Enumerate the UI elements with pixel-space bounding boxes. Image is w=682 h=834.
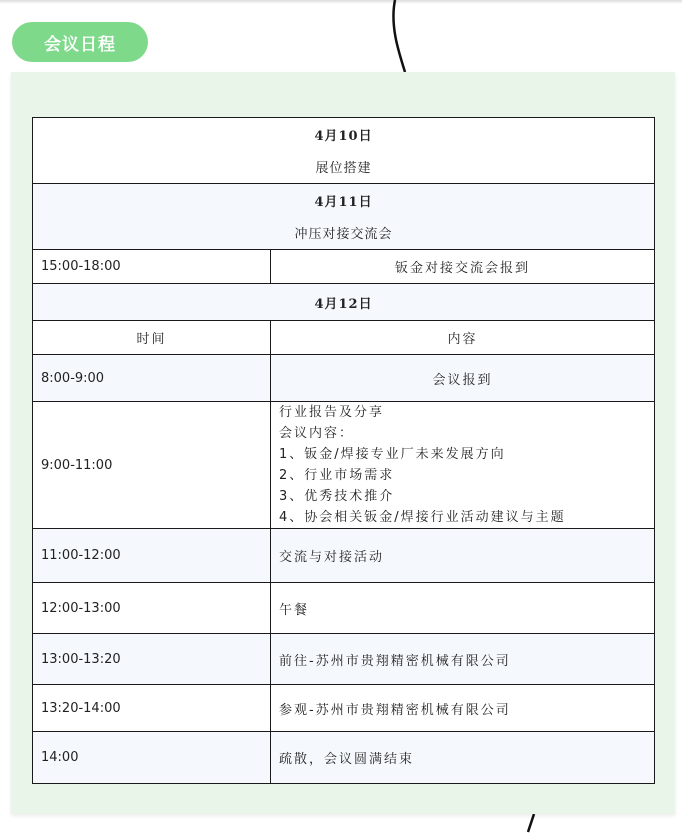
content-line: 2、行业市场需求 bbox=[279, 468, 395, 483]
time-cell: 8:00-9:00 bbox=[33, 355, 271, 402]
table-row bbox=[33, 685, 655, 732]
content-cell: 午餐 bbox=[271, 583, 655, 634]
table-row bbox=[33, 529, 655, 583]
day-header-row bbox=[33, 284, 655, 321]
content-cell: 疏散，会议圆满结束 bbox=[271, 732, 655, 784]
column-header-content: 内容 bbox=[271, 321, 655, 355]
content-cell: 会议报到 bbox=[271, 355, 655, 402]
content-cell: 参观-苏州市贵翔精密机械有限公司 bbox=[271, 685, 655, 732]
time-cell: 9:00-11:00 bbox=[33, 402, 271, 529]
table-row bbox=[33, 250, 655, 284]
section-badge: 会议日程 bbox=[12, 22, 148, 62]
content-cell: 钣金对接交流会报到 bbox=[271, 250, 655, 284]
time-cell: 13:00-13:20 bbox=[33, 634, 271, 685]
column-header-time: 时间 bbox=[33, 321, 271, 355]
time-cell: 13:20-14:00 bbox=[33, 685, 271, 732]
day-title-row bbox=[33, 217, 655, 250]
content-line: 行业报告及分享 bbox=[279, 405, 385, 420]
date-cell: 4月12日 bbox=[33, 284, 655, 321]
content-line: 3、优秀技术推介 bbox=[279, 489, 395, 504]
content-line: 1、钣金/焊接专业厂未来发展方向 bbox=[279, 447, 506, 462]
table-row bbox=[33, 634, 655, 685]
table-row bbox=[33, 355, 655, 402]
content-line: 4、协会相关钣金/焊接行业活动建议与主题 bbox=[279, 510, 566, 525]
content-cell: 交流与对接活动 bbox=[271, 529, 655, 583]
schedule-table bbox=[32, 117, 655, 784]
content-cell bbox=[271, 402, 655, 529]
date-cell: 4月10日 bbox=[33, 118, 655, 151]
content-line: 会议内容： bbox=[279, 426, 355, 441]
day-title-row bbox=[33, 151, 655, 184]
day-title-cell: 展位搭建 bbox=[33, 151, 655, 184]
day-header-row bbox=[33, 184, 655, 217]
day-header-row bbox=[33, 118, 655, 151]
table-row bbox=[33, 732, 655, 784]
date-cell: 4月11日 bbox=[33, 184, 655, 217]
content-cell: 前往-苏州市贵翔精密机械有限公司 bbox=[271, 634, 655, 685]
table-row bbox=[33, 402, 655, 529]
time-cell: 11:00-12:00 bbox=[33, 529, 271, 583]
time-cell: 14:00 bbox=[33, 732, 271, 784]
table-row bbox=[33, 583, 655, 634]
time-cell: 12:00-13:00 bbox=[33, 583, 271, 634]
time-cell: 15:00-18:00 bbox=[33, 250, 271, 284]
day-title-cell: 冲压对接交流会 bbox=[33, 217, 655, 250]
column-header-row bbox=[33, 321, 655, 355]
